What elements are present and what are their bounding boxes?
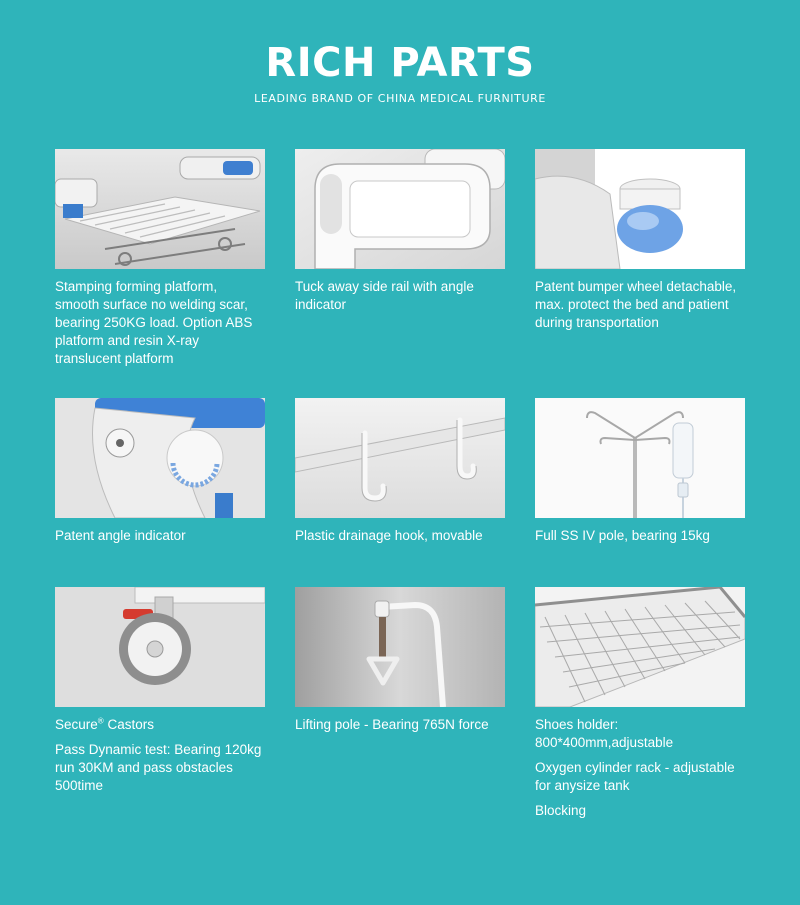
bumper-wheel-illustration	[535, 149, 745, 269]
drainage-hook-caption	[295, 527, 505, 545]
lifting-pole-caption	[295, 716, 505, 734]
feature-iv-pole	[535, 398, 745, 552]
shoes-holder-illustration	[535, 587, 745, 707]
platform-caption	[55, 278, 265, 368]
drainage-hook-illustration	[295, 398, 505, 518]
caption-text: Shoes holder: 800*400mm,adjustable	[535, 717, 674, 750]
caption-text: Full SS IV pole, bearing 15kg	[535, 528, 710, 543]
feature-shoes-holder	[535, 587, 745, 827]
caption-text: Tuck away side rail with angle indicator	[295, 279, 474, 312]
lifting-pole-illustration	[295, 587, 505, 707]
caption-text: Patent angle indicator	[55, 528, 186, 543]
shoes-holder-photo	[535, 587, 745, 707]
platform-illustration	[55, 149, 265, 269]
side-rail-caption	[295, 278, 505, 314]
page-title: RICH PARTS	[265, 40, 535, 86]
side-rail-photo	[295, 149, 505, 269]
caption-text: Blocking	[535, 803, 587, 818]
feature-platform	[55, 149, 265, 375]
iv-pole-illustration	[535, 398, 745, 518]
lifting-pole-photo	[295, 587, 505, 707]
drainage-hook-photo	[295, 398, 505, 518]
feature-castors	[55, 587, 265, 802]
feature-lifting-pole	[295, 587, 505, 741]
caption-text: Pass Dynamic test: Bearing 120kg run 30KM and pass obstacles 500time	[55, 742, 262, 793]
caption-title	[55, 716, 265, 734]
angle-indicator-caption	[55, 527, 265, 545]
iv-pole-photo	[535, 398, 745, 518]
registered-mark: ®	[97, 716, 104, 726]
feature-angle-indicator	[55, 398, 265, 552]
angle-indicator-photo	[55, 398, 265, 518]
bumper-wheel-photo	[535, 149, 745, 269]
castors-brand: Secure	[55, 717, 98, 732]
caption-text: Oxygen cylinder rack - adjustable for anysize tank	[535, 760, 735, 793]
castors-label: Castors	[107, 717, 154, 732]
feature-drainage-hook	[295, 398, 505, 552]
feature-bumper-wheel	[535, 149, 745, 339]
caption-text: Stamping forming platform, smooth surface no welding scar, bearing 250KG load. Option ABS platform and resin X-ray translucent platform	[55, 279, 253, 366]
caption-text: Lifting pole - Bearing 765N force	[295, 717, 489, 732]
castors-photo	[55, 587, 265, 707]
angle-indicator-illustration	[55, 398, 265, 518]
side-rail-illustration	[295, 149, 505, 269]
shoes-holder-caption	[535, 716, 745, 820]
bumper-wheel-caption	[535, 278, 745, 332]
castors-illustration	[55, 587, 265, 707]
castors-caption	[55, 716, 265, 795]
platform-photo	[55, 149, 265, 269]
caption-text: Patent bumper wheel detachable, max. protect the bed and patient during transportation	[535, 279, 737, 330]
iv-pole-caption	[535, 527, 745, 545]
caption-text: Plastic drainage hook, movable	[295, 528, 483, 543]
feature-side-rail	[295, 149, 505, 321]
page-subtitle: LEADING BRAND OF CHINA MEDICAL FURNITURE	[254, 92, 546, 105]
